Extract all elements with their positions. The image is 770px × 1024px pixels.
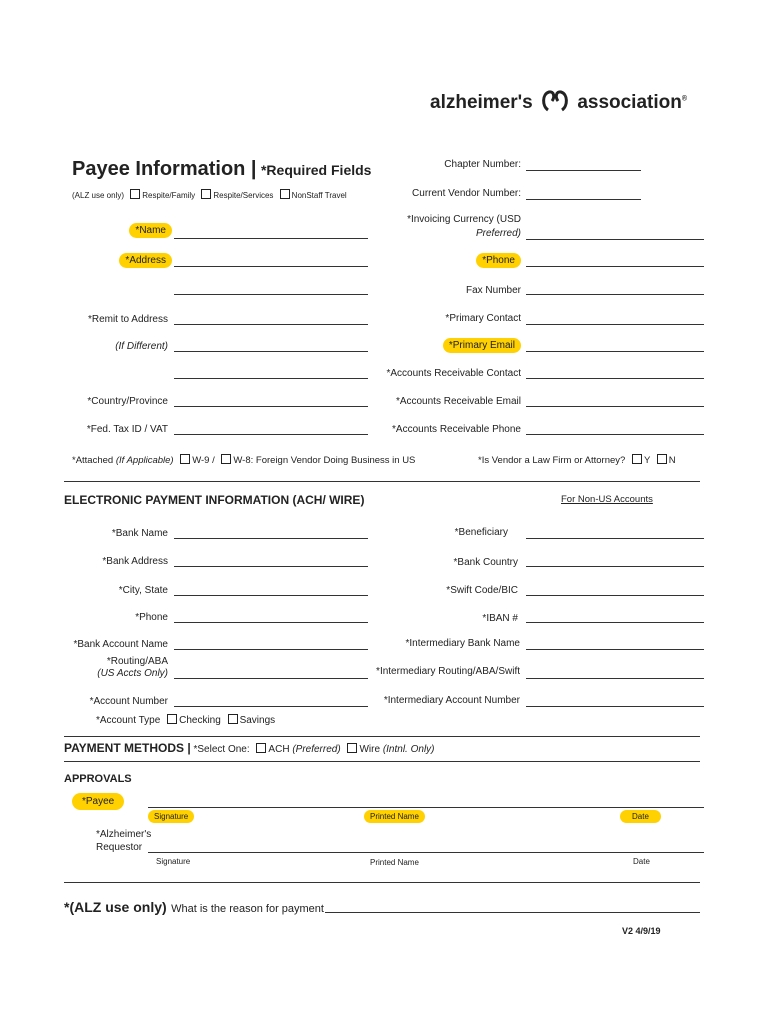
nonstaff-travel-label: NonStaff Travel xyxy=(291,191,347,200)
ach-label: ACH xyxy=(268,744,290,755)
law-firm-no-checkbox[interactable] xyxy=(657,454,667,464)
inter-acct-field[interactable] xyxy=(526,706,704,707)
swift-field[interactable] xyxy=(526,595,704,596)
law-firm-yes-checkbox[interactable] xyxy=(632,454,642,464)
city-label: *City, State xyxy=(118,585,168,596)
required-note: *Required Fields xyxy=(260,162,372,178)
alz-use-row xyxy=(72,189,347,200)
ar-contact-field[interactable] xyxy=(526,378,704,379)
chapter-field[interactable] xyxy=(526,170,641,171)
routing-label-2: (US Accts Only) xyxy=(97,668,168,679)
payment-title: PAYMENT METHODS | xyxy=(64,741,191,755)
alz-use-footer: *(ALZ use only) xyxy=(64,899,167,915)
ar-email-label: *Accounts Receivable Email xyxy=(395,396,521,407)
swift-label: *Swift Code/BIC xyxy=(446,585,518,596)
acct-number-field[interactable] xyxy=(174,706,368,707)
requestor-label-2: Requestor xyxy=(96,842,143,853)
requestor-date-label: Date xyxy=(633,857,650,866)
if-applicable-label: (If Applicable) xyxy=(115,455,174,466)
routing-field[interactable] xyxy=(174,678,368,679)
iban-label: *IBAN # xyxy=(482,613,518,624)
fax-field[interactable] xyxy=(526,294,704,295)
inter-name-label: *Intermediary Bank Name xyxy=(405,638,520,649)
law-firm-no-label: N xyxy=(668,455,676,466)
attached-label: *Attached xyxy=(72,455,114,466)
address-label: *Address xyxy=(119,255,172,266)
requestor-signature-line[interactable] xyxy=(148,852,704,853)
payment-methods-row xyxy=(64,741,435,755)
eft-title: ELECTRONIC PAYMENT INFORMATION (ACH/ WIRE) xyxy=(64,493,365,507)
logo xyxy=(430,88,687,114)
acct-number-label: *Account Number xyxy=(89,696,168,707)
payee-signature-line[interactable] xyxy=(148,807,704,808)
country-field[interactable] xyxy=(174,406,368,407)
divider xyxy=(64,481,700,482)
name-field[interactable] xyxy=(174,238,368,239)
title-text: Payee Information | xyxy=(72,158,257,180)
fax-label: Fax Number xyxy=(465,285,521,296)
country-label: *Country/Province xyxy=(87,396,168,407)
beneficiary-label: *Beneficiary xyxy=(454,527,508,538)
reason-label: What is the reason for payment xyxy=(171,903,324,915)
w8-label: W-8: Foreign Vendor Doing Business in US xyxy=(233,455,416,466)
acct-type-row xyxy=(96,714,275,726)
requestor-printed-label: Printed Name xyxy=(370,858,419,867)
acct-name-label: *Bank Account Name xyxy=(73,639,168,650)
logo-left-text: alzheimer's xyxy=(430,92,533,113)
primary-contact-field[interactable] xyxy=(526,324,704,325)
remit-field[interactable] xyxy=(174,324,368,325)
requestor-label-1: *Alzheimer's xyxy=(96,829,152,840)
bank-address-field[interactable] xyxy=(174,566,368,567)
savings-checkbox[interactable] xyxy=(228,714,238,724)
routing-label: *Routing/ABA xyxy=(106,656,168,667)
name-label: *Name xyxy=(129,225,172,236)
bank-country-field[interactable] xyxy=(526,566,704,567)
respite-family-label: Respite/Family xyxy=(142,191,196,200)
ach-checkbox[interactable] xyxy=(256,743,266,753)
bank-name-label: *Bank Name xyxy=(111,528,168,539)
primary-email-label: *Primary Email xyxy=(443,340,521,351)
bank-address-label: *Bank Address xyxy=(102,556,168,567)
tax-field[interactable] xyxy=(174,434,368,435)
primary-contact-label: *Primary Contact xyxy=(445,313,521,324)
respite-services-checkbox[interactable] xyxy=(201,189,211,199)
checking-checkbox[interactable] xyxy=(167,714,177,724)
inter-name-field[interactable] xyxy=(526,649,704,650)
nonstaff-travel-checkbox[interactable] xyxy=(280,189,290,199)
address-field-2[interactable] xyxy=(174,294,368,295)
divider-2 xyxy=(64,736,700,737)
non-us-link[interactable]: For Non-US Accounts xyxy=(561,494,653,505)
checking-label: Checking xyxy=(179,715,221,726)
primary-email-field[interactable] xyxy=(526,351,704,352)
divider-3 xyxy=(64,761,700,762)
bank-country-label: *Bank Country xyxy=(453,557,518,568)
iban-field[interactable] xyxy=(526,622,704,623)
inter-routing-field[interactable] xyxy=(526,678,704,679)
vendor-label: Current Vendor Number: xyxy=(412,188,521,199)
payee-printed-label: Printed Name xyxy=(364,812,425,821)
ar-phone-label: *Accounts Receivable Phone xyxy=(392,424,521,435)
ar-email-field[interactable] xyxy=(526,406,704,407)
payee-date-label: Date xyxy=(620,812,661,821)
remit-field-2[interactable] xyxy=(174,351,368,352)
law-firm-label: *Is Vendor a Law Firm or Attorney? xyxy=(478,455,626,466)
wire-note: (Intnl. Only) xyxy=(382,744,435,755)
respite-family-checkbox[interactable] xyxy=(130,189,140,199)
divider-4 xyxy=(64,882,700,883)
respite-services-label: Respite/Services xyxy=(213,191,274,200)
payee-signature-label: Signature xyxy=(148,812,194,821)
remit-field-3[interactable] xyxy=(174,378,368,379)
reason-row xyxy=(64,899,324,917)
w9-label: W-9 / xyxy=(192,455,215,466)
address-field[interactable] xyxy=(174,266,368,267)
law-firm-row xyxy=(478,454,676,466)
w8-checkbox[interactable] xyxy=(221,454,231,464)
tax-label: *Fed. Tax ID / VAT xyxy=(86,424,168,435)
chapter-label: Chapter Number: xyxy=(444,159,521,170)
eft-phone-field[interactable] xyxy=(174,622,368,623)
select-one-label: *Select One: xyxy=(193,744,250,755)
logo-mark-icon xyxy=(540,88,570,114)
version-label: V2 4/9/19 xyxy=(622,926,661,936)
page-title xyxy=(72,158,371,181)
phone-label: *Phone xyxy=(476,255,521,266)
currency-label: *Invoicing Currency (USD xyxy=(407,214,521,225)
eft-phone-label: *Phone xyxy=(135,612,168,623)
payee-label: *Payee xyxy=(72,796,124,807)
beneficiary-field[interactable] xyxy=(526,538,704,539)
ar-contact-label: *Accounts Receivable Contact xyxy=(386,368,521,379)
ar-phone-field[interactable] xyxy=(526,434,704,435)
currency-label-2: Preferred) xyxy=(475,228,521,239)
requestor-signature-label: Signature xyxy=(156,857,191,866)
inter-routing-label: *Intermediary Routing/ABA/Swift xyxy=(376,666,520,677)
if-different-label: (If Different) xyxy=(115,341,168,352)
reason-field[interactable] xyxy=(325,912,700,913)
city-field[interactable] xyxy=(174,595,368,596)
acct-type-label: *Account Type xyxy=(96,715,161,726)
bank-name-field[interactable] xyxy=(174,538,368,539)
ach-preferred-note: (Preferred) xyxy=(292,744,341,755)
alz-use-label: (ALZ use only) xyxy=(72,191,125,200)
wire-checkbox[interactable] xyxy=(347,743,357,753)
phone-field[interactable] xyxy=(526,266,704,267)
attached-row xyxy=(72,454,415,466)
w9-checkbox[interactable] xyxy=(180,454,190,464)
savings-label: Savings xyxy=(239,715,276,726)
remit-label: *Remit to Address xyxy=(87,314,168,325)
law-firm-yes-label: Y xyxy=(643,455,651,466)
acct-name-field[interactable] xyxy=(174,649,368,650)
inter-acct-label: *Intermediary Account Number xyxy=(383,695,520,706)
wire-label: Wire xyxy=(359,744,381,755)
logo-right-text: association xyxy=(577,92,682,113)
currency-field[interactable] xyxy=(526,239,704,240)
approvals-title: APPROVALS xyxy=(64,773,132,785)
logo-mark: ® xyxy=(681,95,688,103)
vendor-field[interactable] xyxy=(526,199,641,200)
